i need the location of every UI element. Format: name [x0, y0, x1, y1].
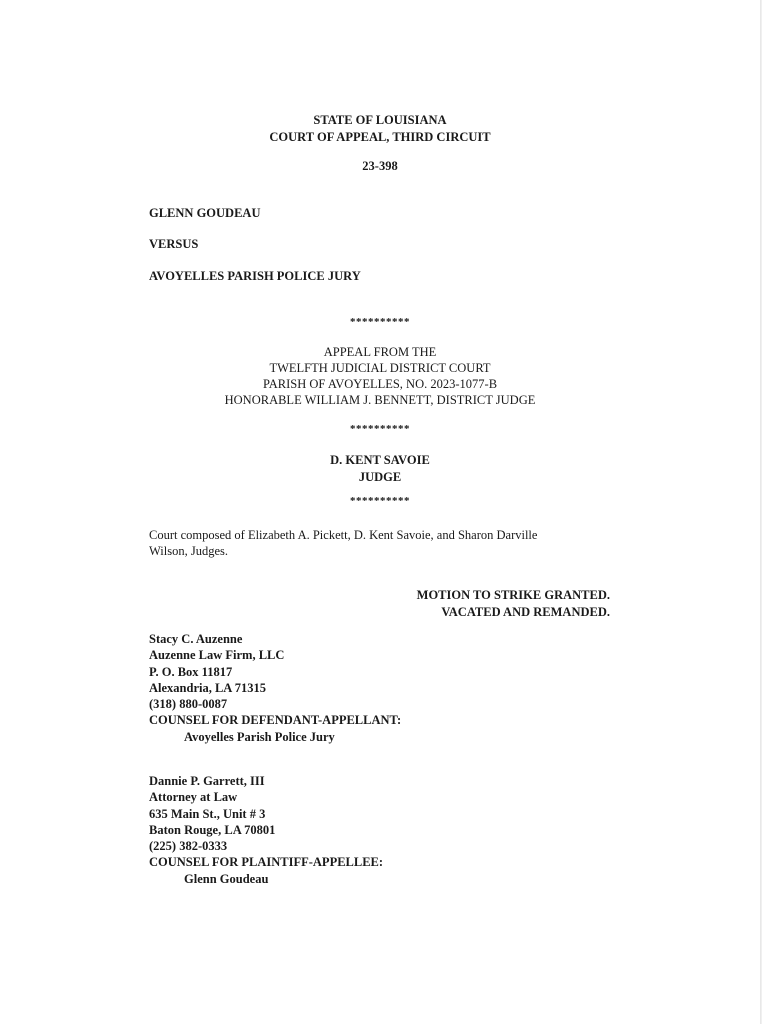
appeal-line-1: APPEAL FROM THE: [323, 345, 437, 359]
counsel-name: Dannie P. Garrett, III: [149, 774, 265, 788]
counsel-address-2: Alexandria, LA 71315: [149, 680, 267, 695]
counsel-firm: Auzenne Law Firm, LLC: [149, 648, 285, 663]
court-line: COURT OF APPEAL, THIRD CIRCUIT: [269, 130, 491, 144]
judge-name: D. KENT SAVOIE: [330, 453, 430, 467]
separator-2: **********: [350, 423, 410, 435]
counsel-firm: Attorney at Law: [149, 790, 238, 805]
appeal-line-3: PARISH OF AVOYELLES, NO. 2023-1077-B: [262, 377, 498, 391]
appeal-line-4: HONORABLE WILLIAM J. BENNETT, DISTRICT JUDGE: [224, 393, 536, 407]
panel-composition: [149, 527, 612, 559]
counsel-address-1: P. O. Box 11817: [149, 664, 233, 679]
disposition-line-2: VACATED AND REMANDED.: [441, 605, 610, 619]
versus-label: VERSUS: [149, 237, 199, 251]
judge-title: JUDGE: [358, 470, 402, 484]
separator-3: **********: [350, 495, 410, 507]
docket-number: 23-398: [362, 159, 398, 173]
counsel-address-2: Baton Rouge, LA 70801: [149, 822, 276, 837]
counsel-client: Avoyelles Parish Police Jury: [184, 729, 335, 744]
counsel-phone: (318) 880-0087: [149, 697, 228, 712]
authoring-judge: [150, 452, 610, 486]
panel-line-1: Court composed of Elizabeth A. Pickett, D. Kent Savoie, and Sharon Darville: [149, 528, 538, 542]
counsel-role: COUNSEL FOR DEFENDANT-APPELLANT:: [149, 713, 402, 728]
disposition: [417, 587, 610, 621]
counsel-role: COUNSEL FOR PLAINTIFF-APPELLEE:: [149, 855, 384, 870]
counsel-plaintiff-block: [149, 773, 383, 887]
counsel-address-1: 635 Main St., Unit # 3: [149, 806, 266, 821]
state-line: STATE OF LOUISIANA: [313, 113, 447, 127]
defendant-name: AVOYELLES PARISH POLICE JURY: [149, 269, 361, 283]
panel-line-2: Wilson, Judges.: [149, 544, 229, 558]
appeal-line-2: TWELFTH JUDICIAL DISTRICT COURT: [269, 361, 491, 375]
court-header: [150, 112, 610, 146]
plaintiff-name: GLENN GOUDEAU: [149, 206, 261, 220]
counsel-phone: (225) 382-0333: [149, 839, 228, 854]
counsel-defendant-block: [149, 631, 401, 745]
page-edge: [760, 0, 762, 1024]
counsel-client: Glenn Goudeau: [184, 871, 269, 886]
separator-1: **********: [350, 316, 410, 328]
disposition-line-1: MOTION TO STRIKE GRANTED.: [416, 588, 610, 602]
counsel-name: Stacy C. Auzenne: [149, 632, 243, 646]
appeal-info: [150, 344, 610, 408]
